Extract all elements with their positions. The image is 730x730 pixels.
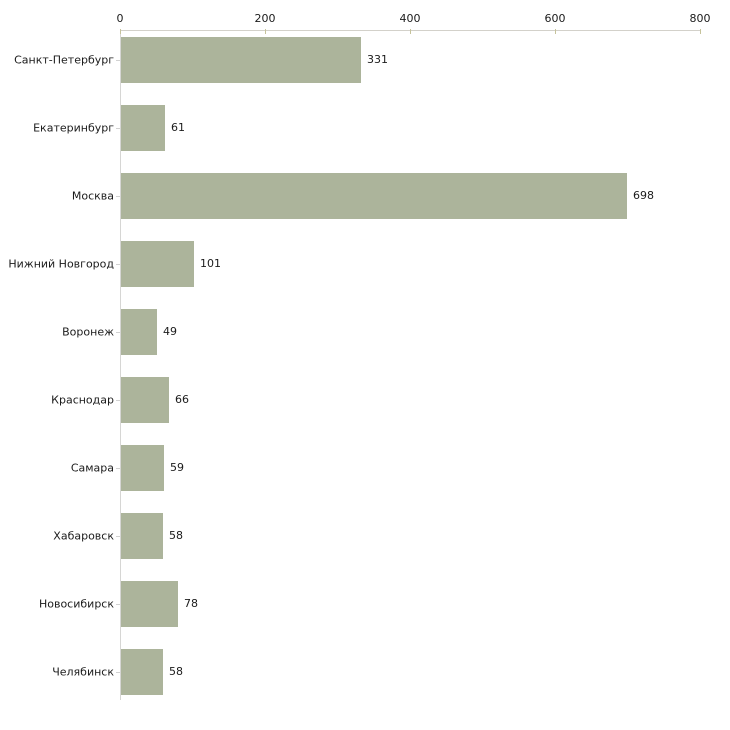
y-axis-tick — [116, 264, 120, 265]
bar — [121, 309, 157, 355]
plot-area — [116, 12, 711, 700]
category-label: Челябинск — [52, 665, 114, 679]
y-axis-tick — [116, 128, 120, 129]
category-label: Самара — [70, 461, 114, 475]
bar-value-label: 698 — [633, 189, 654, 202]
x-axis-tick — [700, 29, 701, 34]
y-axis-tick — [116, 672, 120, 673]
bar-value-label: 66 — [175, 393, 189, 406]
bar — [121, 445, 164, 491]
y-axis-tick — [116, 332, 120, 333]
bar — [121, 513, 163, 559]
bar-value-label: 58 — [169, 665, 183, 678]
x-axis-tick — [555, 29, 556, 34]
y-axis-tick — [116, 196, 120, 197]
x-tick-label: 800 — [689, 12, 711, 25]
bar-value-label: 331 — [367, 53, 388, 66]
x-tick-label: 200 — [254, 12, 276, 25]
bar-value-label: 59 — [170, 461, 184, 474]
bar-value-label: 58 — [169, 529, 183, 542]
bar-value-label: 101 — [200, 257, 221, 270]
category-label: Воронеж — [62, 325, 114, 339]
bar — [121, 581, 178, 627]
x-tick-label: 0 — [116, 12, 124, 25]
category-label: Хабаровск — [53, 529, 114, 543]
bar — [121, 37, 361, 83]
category-label: Нижний Новгород — [8, 257, 114, 271]
bar — [121, 649, 163, 695]
x-axis-tick — [265, 29, 266, 34]
bar-value-label: 49 — [163, 325, 177, 338]
y-axis-tick — [116, 400, 120, 401]
x-axis-tick — [410, 29, 411, 34]
bar — [121, 105, 165, 151]
category-label: Москва — [71, 189, 114, 203]
y-axis-tick — [116, 604, 120, 605]
x-tick-label: 400 — [399, 12, 421, 25]
bar — [121, 173, 627, 219]
x-axis-tick — [120, 29, 121, 34]
y-axis-tick — [116, 468, 120, 469]
x-tick-label: 600 — [544, 12, 566, 25]
category-label: Санкт-Петербург — [14, 53, 114, 67]
bar — [121, 241, 194, 287]
y-axis-tick — [116, 60, 120, 61]
y-axis-tick — [116, 536, 120, 537]
category-label: Новосибирск — [38, 597, 114, 611]
category-label: Екатеринбург — [33, 121, 114, 135]
bar — [121, 377, 169, 423]
bar-value-label: 78 — [184, 597, 198, 610]
bar-value-label: 61 — [171, 121, 185, 134]
category-label: Краснодар — [51, 393, 114, 407]
